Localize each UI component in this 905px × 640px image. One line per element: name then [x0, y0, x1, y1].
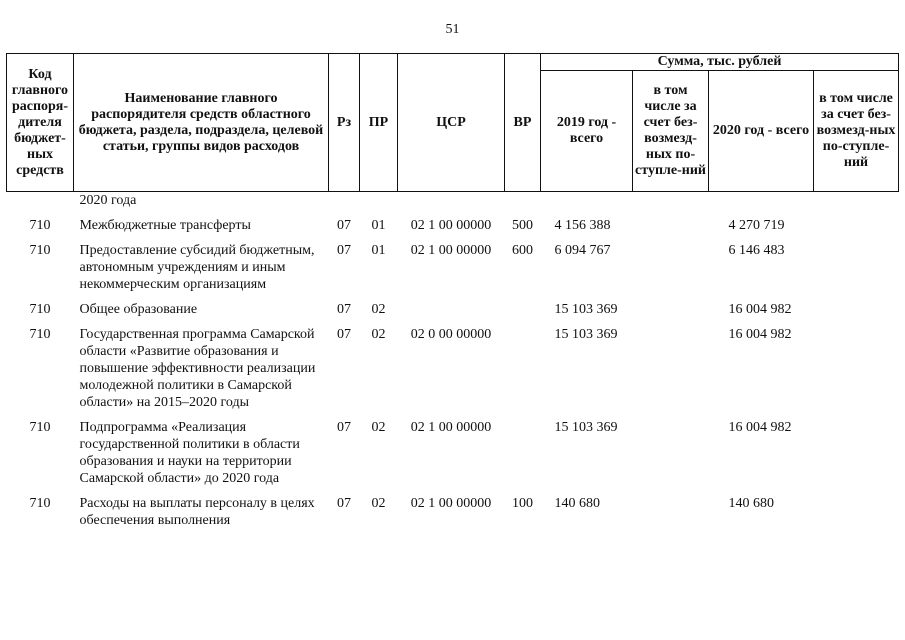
header-sum: Сумма, тыс. рублей [541, 54, 899, 71]
cell-pr: 01 [371, 243, 386, 258]
cell-code: 710 [29, 496, 51, 511]
header-2020-total: 2020 год - всего [709, 71, 814, 192]
header-2019-total: 2019 год - всего [541, 71, 633, 192]
cell-csr: 02 1 00 00000 [410, 496, 492, 511]
cell-2019-free [633, 192, 709, 210]
cell-vr: 600 [512, 243, 533, 258]
cell-csr [398, 192, 505, 210]
cell-2019-free [633, 301, 709, 318]
table-row [7, 495, 899, 529]
cell-rz: 07 [337, 218, 351, 233]
cell-2020-free [814, 326, 899, 411]
cell-vr: 500 [512, 218, 533, 233]
cell-2019-free [633, 242, 709, 293]
cell-code [7, 192, 74, 210]
cell-name: Подпрограмма «Реализация государственной политики в области образования и науки на территории Самарской области» до 2020 года [79, 420, 300, 486]
cell-2020-total [709, 192, 814, 210]
cell-csr: 02 1 00 00000 [410, 420, 492, 435]
cell-pr: 02 [371, 496, 386, 511]
cell-2020-total: 16 004 982 [728, 327, 792, 342]
cell-code: 710 [29, 243, 51, 258]
cell-csr: 02 0 00 00000 [410, 327, 492, 342]
cell-code: 710 [29, 218, 51, 233]
table-row [7, 326, 899, 411]
cell-name: Государственная программа Самарской области «Развитие образования и повышение эффективности реализации молодежной политики в Самарской области» на 2015–2020 годы [79, 327, 316, 410]
cell-pr: 02 [371, 420, 386, 435]
table-header [7, 54, 899, 192]
cell-2019-total: 140 680 [554, 496, 600, 511]
header-code: Код главного распоря-дителя бюджет-ных средств [7, 54, 74, 192]
cell-2020-free [814, 495, 899, 529]
cell-2020-total: 16 004 982 [728, 302, 792, 317]
cell-name: Общее образование [79, 302, 198, 317]
cell-rz: 07 [337, 496, 351, 511]
header-csr: ЦСР [398, 54, 505, 192]
header-rz: Рз [329, 54, 360, 192]
cell-name: Расходы на выплаты персоналу в целях обеспечения выполнения [79, 496, 315, 528]
cell-csr: 02 1 00 00000 [410, 218, 492, 233]
cell-pr: 02 [371, 302, 386, 317]
table-row [7, 192, 899, 210]
table-row [7, 217, 899, 234]
cell-2020-total: 140 680 [728, 496, 774, 511]
header-pr: ПР [360, 54, 398, 192]
cell-vr [505, 419, 541, 487]
table-row [7, 242, 899, 293]
header-2020-free: в том числе за счет без-возмезд-ных по-ступле-ний [814, 71, 899, 192]
cell-code: 710 [29, 302, 51, 317]
cell-rz: 07 [337, 327, 351, 342]
cell-rz [329, 192, 360, 210]
cell-2019-free [633, 419, 709, 487]
budget-table [6, 53, 899, 529]
cell-2020-total: 6 146 483 [728, 243, 785, 258]
cell-rz: 07 [337, 243, 351, 258]
table-body [7, 192, 899, 530]
cell-2019-free [633, 495, 709, 529]
cell-2020-total: 4 270 719 [728, 218, 785, 233]
cell-2019-free [633, 217, 709, 234]
cell-2019-total [541, 192, 633, 210]
table-row [7, 419, 899, 487]
cell-code: 710 [29, 420, 51, 435]
cell-name: Предоставление субсидий бюджетным, автономным учреждениям и иным некоммерческим организациям [79, 243, 315, 292]
cell-pr [360, 192, 398, 210]
header-2019-free: в том числе за счет без-возмезд-ных по-ступле-ний [633, 71, 709, 192]
cell-2019-total: 15 103 369 [554, 327, 618, 342]
cell-2019-total: 6 094 767 [554, 243, 611, 258]
cell-2020-free [814, 192, 899, 210]
cell-2019-total: 15 103 369 [554, 302, 618, 317]
cell-2019-total: 4 156 388 [554, 218, 611, 233]
cell-2020-free [814, 242, 899, 293]
cell-2020-free [814, 217, 899, 234]
cell-vr: 100 [512, 496, 533, 511]
cell-pr: 02 [371, 327, 386, 342]
cell-csr: 02 1 00 00000 [410, 243, 492, 258]
cell-vr [505, 192, 541, 210]
cell-code: 710 [29, 327, 51, 342]
cell-2020-total: 16 004 982 [728, 420, 792, 435]
cell-2019-total: 15 103 369 [554, 420, 618, 435]
page-number: 51 [445, 22, 460, 37]
cell-vr [505, 301, 541, 318]
cell-2019-free [633, 326, 709, 411]
cell-name: 2020 года [79, 193, 137, 208]
cell-csr [398, 301, 505, 318]
header-vr: ВР [505, 54, 541, 192]
cell-vr [505, 326, 541, 411]
cell-pr: 01 [371, 218, 386, 233]
cell-2020-free [814, 301, 899, 318]
cell-rz: 07 [337, 420, 351, 435]
cell-name: Межбюджетные трансферты [79, 218, 251, 233]
cell-rz: 07 [337, 302, 351, 317]
cell-2020-free [814, 419, 899, 487]
table-row [7, 301, 899, 318]
header-name: Наименование главного распорядителя средств областного бюджета, раздела, подраздела, целевой статьи, группы видов расходов [74, 54, 329, 192]
